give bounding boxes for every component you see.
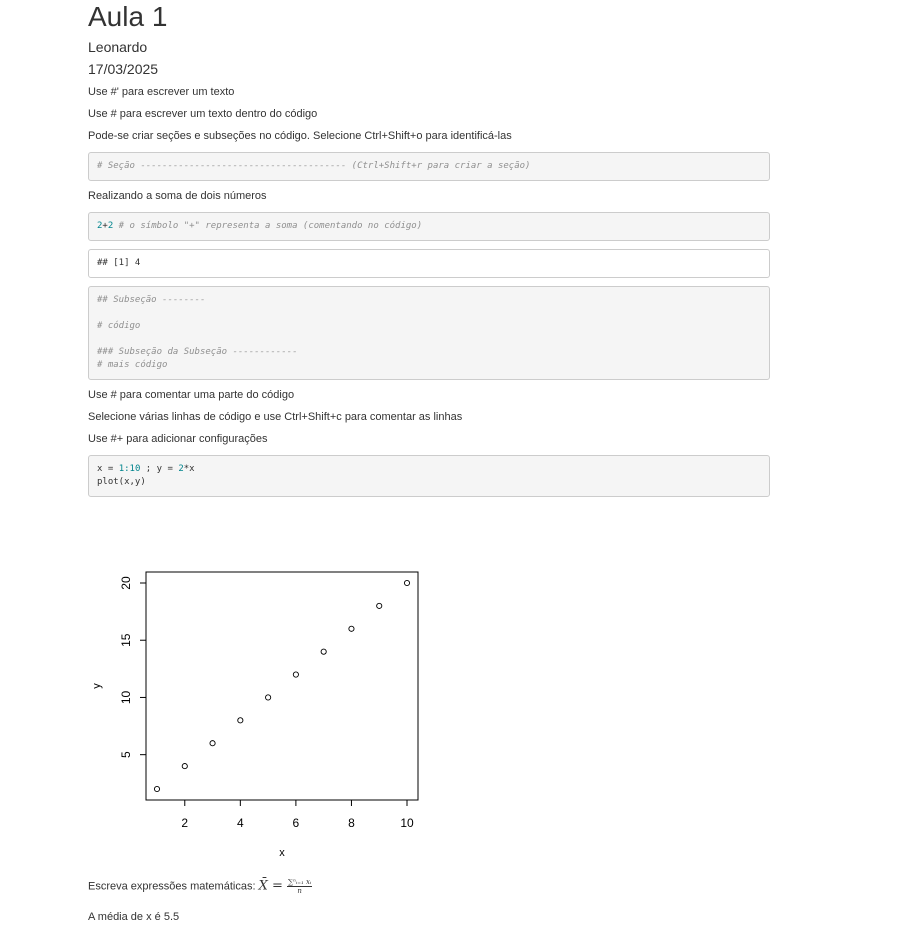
data-point	[293, 672, 298, 677]
date: 17/03/2025	[88, 61, 159, 77]
x-tick-label: 4	[236, 816, 244, 830]
data-point	[349, 626, 354, 631]
document	[88, 0, 770, 497]
math-denominator: n	[297, 887, 302, 895]
paragraph-comment-lines: Selecione várias linhas de código e use Ctrl+Shift+c para comentar as linhas	[88, 411, 463, 423]
paragraph-code-comment: Use # para escrever um texto dentro do código	[88, 108, 318, 120]
data-point	[404, 580, 409, 585]
math-intro-text: Escreva expressões matemáticas:	[88, 880, 259, 893]
x-tick-label: 2	[181, 816, 189, 830]
code-subsubsection: ### Subseção da Subseção ------------	[97, 347, 298, 357]
code-sum-number: 2	[97, 221, 103, 231]
data-point	[154, 786, 159, 791]
code-section-comment: # Seção -------------------------------------- (Ctrl+Shift+r para criar a seção)	[97, 161, 531, 171]
code-more-code: # mais código	[97, 360, 168, 370]
plot-frame	[146, 572, 418, 800]
paragraph-sum: Realizando a soma de dois números	[88, 190, 267, 202]
data-point	[321, 649, 326, 654]
math-fraction	[287, 878, 312, 895]
code-comment: # código	[97, 321, 141, 331]
code-output-sum	[88, 249, 770, 278]
math-paragraph	[88, 878, 312, 895]
scatter-plot	[88, 540, 448, 870]
data-point	[182, 764, 187, 769]
code-sum-comment: # o símbolo "+" representa a soma (comentando no código)	[113, 221, 423, 231]
code-output-text: ## [1] 4	[97, 258, 141, 268]
code-number: 2	[178, 464, 184, 474]
code-token: *x	[183, 464, 195, 474]
y-axis-label: y	[91, 683, 103, 689]
data-point	[377, 603, 382, 608]
y-tick-label: 20	[119, 576, 133, 590]
code-subsection: ## Subseção --------	[97, 295, 206, 305]
data-point	[266, 695, 271, 700]
paragraph-text-comment: Use #' para escrever um texto	[88, 86, 235, 98]
math-numerator: ∑ⁿᵢ₌₁ xᵢ	[288, 878, 312, 886]
y-tick-label: 10	[119, 690, 133, 705]
author: Leonardo	[88, 39, 148, 55]
code-token: x =	[97, 464, 119, 474]
paragraph-comment-part: Use # para comentar uma parte do código	[88, 389, 295, 401]
code-number: 1:10	[118, 464, 141, 474]
math-equals: =	[267, 878, 288, 894]
code-token: ; y =	[140, 464, 179, 474]
code-sum-operator: +	[102, 221, 108, 231]
code-block-section	[88, 152, 770, 181]
y-tick-label: 15	[119, 633, 133, 647]
paragraph-mean: A média de x é 5.5	[88, 911, 180, 923]
code-block-sum	[88, 212, 770, 241]
x-axis-label: x	[279, 847, 285, 859]
data-point	[238, 718, 243, 723]
x-tick-label: 10	[400, 816, 414, 830]
y-tick-label: 5	[119, 751, 133, 759]
math-xbar: X̄	[258, 878, 268, 894]
paragraph-sections: Pode-se criar seções e subseções no código. Selecione Ctrl+Shift+o para identificá-las	[88, 130, 512, 142]
code-plot-call: plot(x,y)	[97, 477, 146, 487]
page-title: Aula 1	[88, 1, 168, 32]
data-point	[210, 741, 215, 746]
paragraph-config: Use #+ para adicionar configurações	[88, 433, 268, 445]
x-tick-label: 8	[348, 816, 355, 830]
code-sum-number: 2	[107, 221, 114, 231]
code-block-plot	[88, 455, 770, 497]
x-tick-label: 6	[292, 816, 300, 830]
code-block-subsections	[88, 286, 770, 380]
